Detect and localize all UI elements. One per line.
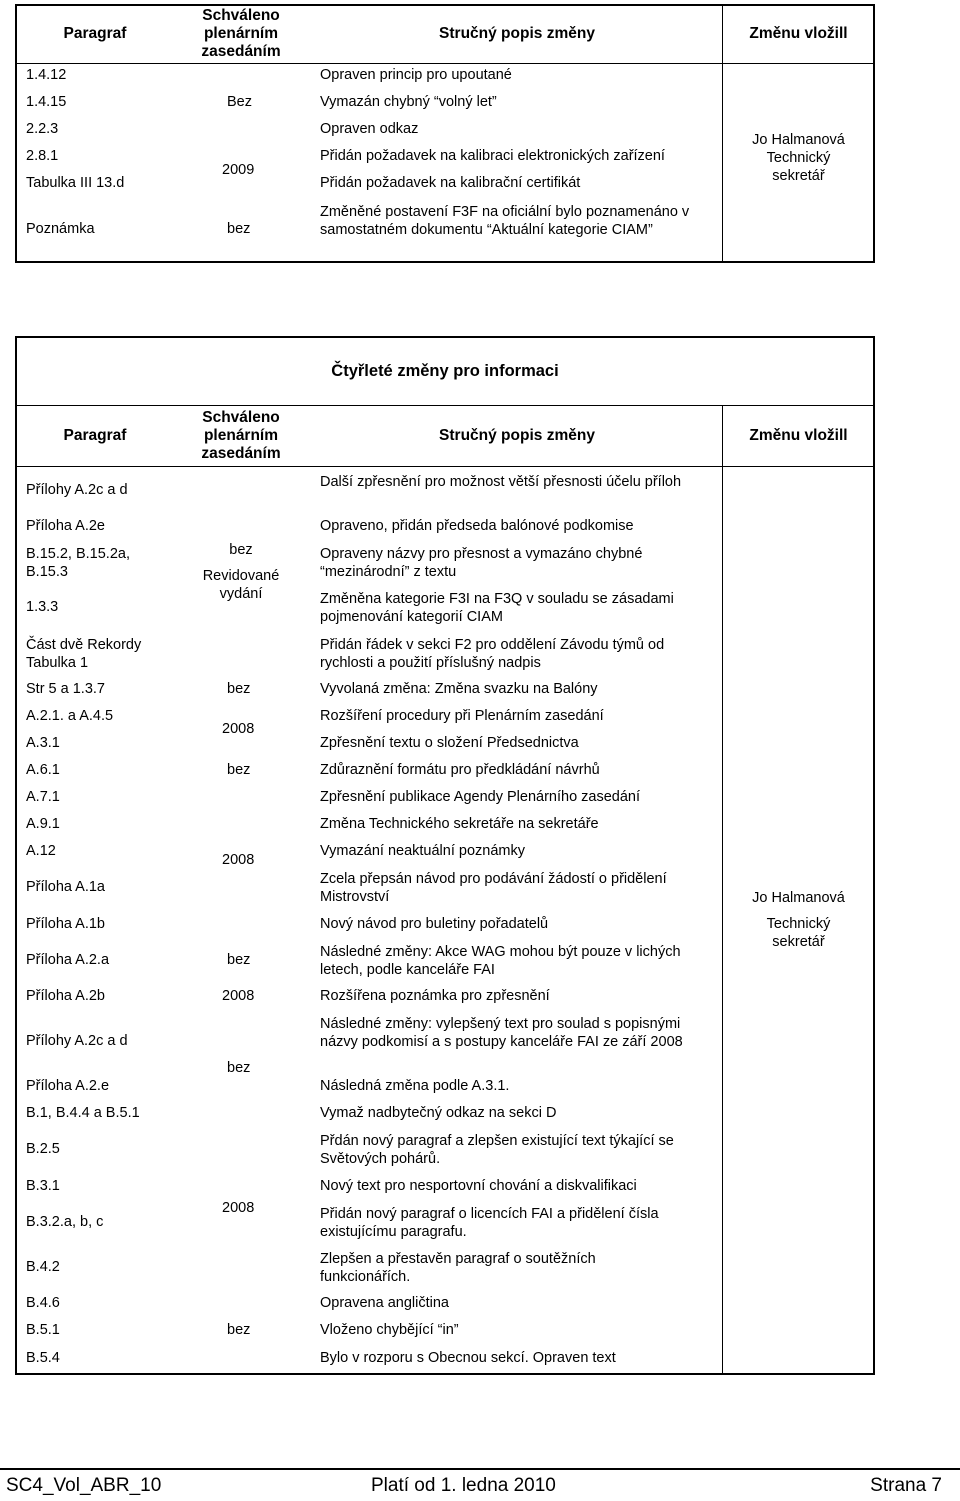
section-title: Čtyřleté změny pro informaci <box>331 362 559 380</box>
table2-vlozil-role: Technický sekretář <box>766 916 831 950</box>
table1-popis: Vymazán chybný “volný let” <box>320 94 497 110</box>
table1-schvaleno: Bez <box>227 94 252 110</box>
table2-paragraf: B.3.1 <box>26 1178 60 1194</box>
table1-paragraf: 2.8.1 <box>26 148 59 164</box>
table2-paragraf: Příloha A.2b <box>26 988 105 1004</box>
table2-paragraf: A.12 <box>26 843 56 859</box>
table2-header-rule <box>15 466 875 467</box>
table2-schvaleno: bez <box>227 1322 251 1338</box>
table2-header-popis: Stručný popis změny <box>439 427 595 444</box>
table2-schvaleno: bez <box>227 681 251 697</box>
table2-popis: Přidán nový paragraf o licencích FAI a přidělení čísla existujícímu paragrafu. <box>320 1206 659 1240</box>
table2-popis: Zdůraznění formátu pro předkládání návrhů <box>320 762 600 778</box>
table2-paragraf: A.9.1 <box>26 816 60 832</box>
table1-paragraf: 1.4.15 <box>26 94 67 110</box>
table2-vlozil-name: Jo Halmanová <box>752 890 845 906</box>
table2-popis: Vymaž nadbytečný odkaz na sekci D <box>320 1105 557 1121</box>
table2-paragraf: 1.3.3 <box>26 599 59 615</box>
table2-header-vlozil: Změnu vložill <box>749 427 848 444</box>
table2-paragraf: B.1, B.4.4 a B.5.1 <box>26 1105 140 1121</box>
table1-header-paragraf: Paragraf <box>63 24 127 42</box>
table2-popis: Zcela přepsán návod pro podávání žádostí o přidělení Mistrovství <box>320 871 667 905</box>
table1-vlozil-role: Technický sekretář <box>766 150 831 184</box>
table2-paragraf: Příloha A.2.e <box>26 1078 110 1094</box>
table2-paragraf: A.3.1 <box>26 735 60 751</box>
table2-paragraf: Str 5 a 1.3.7 <box>26 681 105 697</box>
table2-merged-year: 2008 <box>222 852 255 868</box>
table2-paragraf: A.2.1. a A.4.5 <box>26 708 114 724</box>
table2-group1-note: Revidované vydání <box>202 568 280 602</box>
table1-popis: Přidán požadavek na kalibraci elektronických zařízení <box>320 148 665 164</box>
footer-doc-id: SC4_Vol_ABR_10 <box>6 1475 162 1496</box>
table1-paragraf: 2.2.3 <box>26 121 59 137</box>
table1-popis: Změněné postavení F3F na oficiální bylo poznamenáno v samostatném dokumentu “Aktuální kategorie CIAM” <box>320 204 690 238</box>
table2-schvaleno: bez <box>227 952 251 968</box>
table2-header-schvaleno: Schváleno plenárním zasedáním <box>201 409 281 462</box>
table1-popis: Opraven princip pro upoutané <box>320 67 512 83</box>
table2-popis: Bylo v rozporu s Obecnou sekcí. Opraven text <box>320 1350 616 1366</box>
table2-popis: Přdán nový paragraf a zlepšen existující text týkající se Světových pohárů. <box>320 1133 674 1167</box>
table1-schvaleno: bez <box>227 221 251 237</box>
table2-popis: Rozšířena poznámka pro zpřesnění <box>320 988 550 1004</box>
table1-merged-year: 2009 <box>222 162 255 178</box>
table2-paragraf: Příloha A.2e <box>26 518 105 534</box>
table2-paragraf: Přílohy A.2c a d <box>26 1033 128 1049</box>
table2-popis: Vloženo chybějící “in” <box>320 1322 459 1338</box>
table2-paragraf: B.3.2.a, b, c <box>26 1214 104 1230</box>
table2-merged-year: 2008 <box>222 1200 255 1216</box>
table-row <box>26 67 66 83</box>
table2-paragraf: B.2.5 <box>26 1141 60 1157</box>
table2-paragraf: B.5.1 <box>26 1322 60 1338</box>
table1-header-vlozil: Změnu vložill <box>749 24 848 42</box>
table2-popis: Zpřesnění textu o složení Předsednictva <box>320 735 579 751</box>
table1-header-popis: Stručný popis změny <box>439 24 595 42</box>
table2-popis: Zlepšen a přestavěn paragraf o soutěžních funkcionářích. <box>320 1251 596 1285</box>
table2-popis: Opraveno, přidán předseda balónové podkomise <box>320 518 634 534</box>
table2-popis: Následné změny: vylepšený text pro soulad s popisnými názvy podkomisí a s postupy kanceláře FAI ze září 2008 <box>320 1016 683 1050</box>
table2-paragraf: B.15.2, B.15.2a, B.15.3 <box>26 546 130 580</box>
table2-merged-year: 2008 <box>222 721 255 737</box>
table2-popis: Přidán řádek v sekci F2 pro oddělení Závodu týmů od rychlosti a použití příslušný nadpis <box>320 637 665 671</box>
table2-popis: Další zpřesnění pro možnost větší přesnosti účelu příloh <box>320 474 682 490</box>
table1-popis: Opraven odkaz <box>320 121 419 137</box>
table2-paragraf: B.5.4 <box>26 1350 60 1366</box>
table1-header-schvaleno: Schváleno plenárním zasedáním <box>201 6 281 60</box>
table2-paragraf: A.6.1 <box>26 762 60 778</box>
table2-schvaleno: bez <box>227 762 251 778</box>
footer-valid-from: Platí od 1. ledna 2010 <box>371 1475 556 1496</box>
table2-paragraf: B.4.2 <box>26 1259 60 1275</box>
table1-paragraf: Tabulka III 13.d <box>26 175 125 191</box>
table1-paragraf: Poznámka <box>26 221 95 237</box>
table1-paragraf: 1.4.12 <box>26 67 67 83</box>
page-footer <box>0 1468 960 1501</box>
table2-paragraf: Příloha A.1b <box>26 916 105 932</box>
table2-popis: Rozšíření procedury při Plenárním zasedání <box>320 708 604 724</box>
table2-popis: Nový návod pro buletiny pořadatelů <box>320 916 549 932</box>
table1-vlozil-name: Jo Halmanová <box>752 132 845 148</box>
table2-popis: Opravena angličtina <box>320 1295 449 1311</box>
table2-paragraf: Příloha A.2.a <box>26 952 110 968</box>
table2-paragraf: B.4.6 <box>26 1295 60 1311</box>
table2-paragraf: Příloha A.1a <box>26 879 105 895</box>
table2-merged-bez: bez <box>227 1060 251 1076</box>
table2-header-paragraf: Paragraf <box>63 427 127 444</box>
table2-popis: Následné změny: Akce WAG mohou být pouze v lichých letech, podle kanceláře FAI <box>320 944 681 978</box>
table2-schvaleno: 2008 <box>222 988 255 1004</box>
table2-popis: Vyvolaná změna: Změna svazku na Balóny <box>320 681 598 697</box>
table2-popis: Opraveny názvy pro přesnost a vymazáno chybné “mezinárodní” z textu <box>320 546 643 580</box>
table2-popis: Nový text pro nesportovní chování a diskvalifikaci <box>320 1178 637 1194</box>
table1-header-rule <box>15 63 875 64</box>
table1-popis: Přidán požadavek na kalibrační certifikát <box>320 175 581 191</box>
table2-popis: Následná změna podle A.3.1. <box>320 1078 510 1094</box>
table2-popis: Zpřesnění publikace Agendy Plenárního zasedání <box>320 789 641 805</box>
table2-popis: Změněna kategorie F3I na F3Q v souladu se zásadami pojmenování kategorií CIAM <box>320 591 674 625</box>
table2-paragraf: Část dvě Rekordy Tabulka 1 <box>26 637 142 671</box>
table2-popis: Změna Technického sekretáře na sekretáře <box>320 816 599 832</box>
section-title-box <box>15 336 875 406</box>
table2-paragraf: A.7.1 <box>26 789 60 805</box>
table2-group1-bez: bez <box>229 542 253 558</box>
footer-page-number: Strana 7 <box>870 1475 942 1496</box>
table2-popis: Vymazání neaktuální poznámky <box>320 843 525 859</box>
table2-paragraf: Přílohy A.2c a d <box>26 482 128 498</box>
